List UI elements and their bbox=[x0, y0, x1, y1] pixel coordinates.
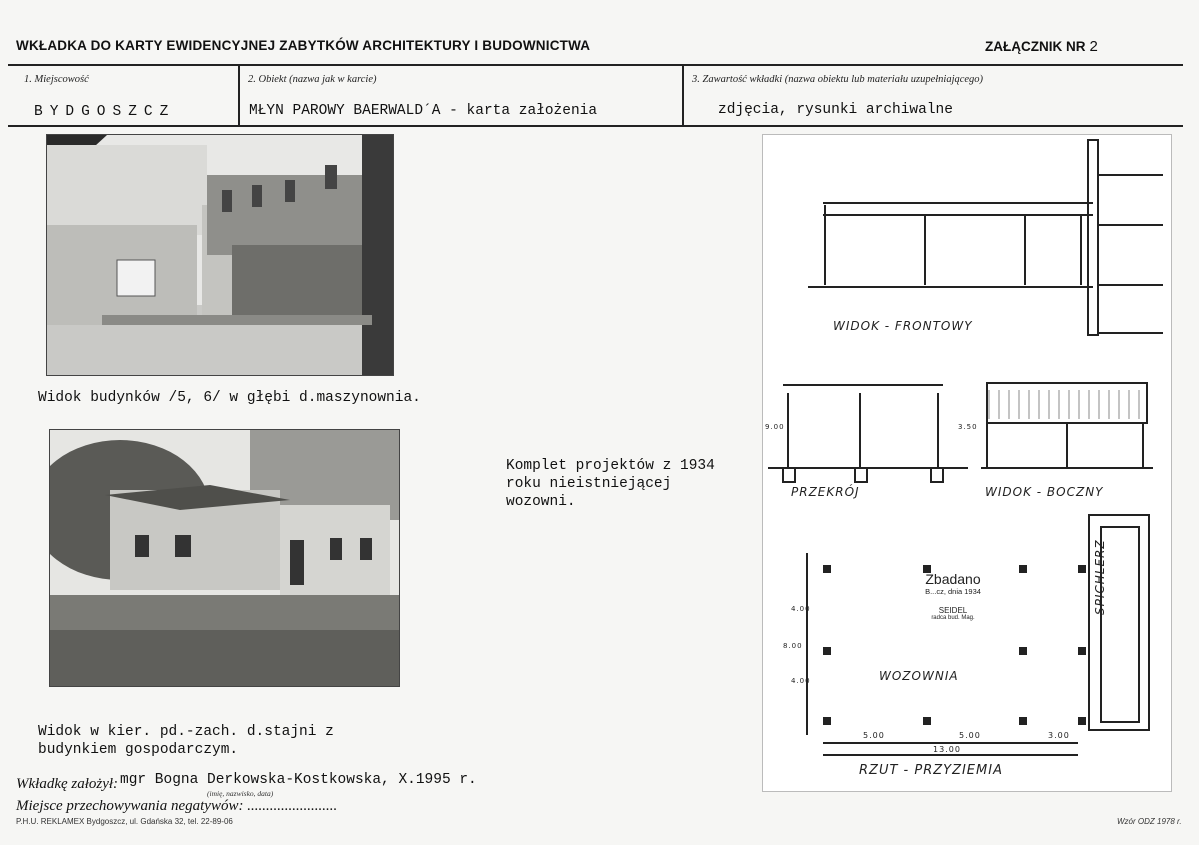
photo-courtyard-image bbox=[47, 135, 393, 375]
negatives-location: Miejsce przechowywania negatywów: ........................ bbox=[16, 798, 338, 814]
stamp-date: B...cz, dnia 1934 bbox=[925, 587, 981, 596]
dim-13-00: 13.00 bbox=[933, 745, 961, 754]
attachment-label: ZAŁĄCZNIK NR bbox=[985, 39, 1086, 54]
label-granary: SPICHLERZ bbox=[1093, 539, 1107, 615]
projects-note-line1: Komplet projektów z 1934 bbox=[506, 458, 715, 474]
projects-note-line2: roku nieistniejącej bbox=[506, 476, 672, 492]
photo2-caption-line1: Widok w kier. pd.-zach. d.stajni z bbox=[38, 724, 334, 740]
dim-3-50: 3.50 bbox=[958, 423, 978, 431]
dim-5-00-b: 5.00 bbox=[959, 731, 981, 740]
form-version: Wzór ODZ 1978 r. bbox=[1117, 817, 1182, 826]
dim-4-00-a: 4.00 bbox=[791, 605, 811, 613]
contents-value: zdjęcia, rysunki archiwalne bbox=[718, 102, 953, 118]
prepared-by-value: mgr Bogna Derkowska-Kostkowska, X.1995 r. bbox=[120, 772, 477, 788]
label-carriage-house: WOZOWNIA bbox=[879, 669, 959, 683]
photo-courtyard-buildings bbox=[46, 134, 394, 376]
header-rule-bottom bbox=[8, 125, 1183, 127]
attachment-number bbox=[985, 38, 1098, 55]
dim-3-00: 3.00 bbox=[1048, 731, 1070, 740]
stamp-name: SEIDEL bbox=[938, 606, 968, 615]
contents-label: 3. Zawartość wkładki (nazwa obiektu lub materiału uzupełniającego) bbox=[692, 74, 984, 85]
attachment-value: 2 bbox=[1089, 38, 1098, 55]
approval-stamp bbox=[883, 571, 1023, 621]
drawing-lines bbox=[763, 135, 1171, 791]
field-divider-1 bbox=[238, 64, 240, 126]
photo-stable-image bbox=[50, 430, 399, 686]
dim-4-00-b: 4.00 bbox=[791, 677, 811, 685]
photo1-caption: Widok budynków /5, 6/ w głębi d.maszynownia. bbox=[38, 390, 421, 406]
label-side-view: WIDOK - BOCZNY bbox=[985, 485, 1104, 499]
printer-info: P.H.U. REKLAMEX Bydgoszcz, ul. Gdańska 32, tel. 22-89-06 bbox=[16, 817, 233, 826]
stamp-title: Zbadano bbox=[925, 571, 981, 587]
photo-stable-view bbox=[49, 429, 400, 687]
prepared-by-hint: (imię, nazwisko, data) bbox=[207, 789, 274, 798]
label-front-view: WIDOK - FRONTOWY bbox=[833, 319, 973, 333]
locality-label: 1. Miejscowość bbox=[24, 74, 89, 85]
label-ground-plan: RZUT - PRZYZIEMIA bbox=[859, 763, 1003, 778]
archival-drawing bbox=[762, 134, 1172, 792]
prepared-by-label: Wkładkę założył: bbox=[16, 776, 119, 792]
dim-8-00: 8.00 bbox=[783, 642, 803, 650]
projects-note-line3: wozowni. bbox=[506, 494, 576, 510]
field-divider-2 bbox=[682, 64, 684, 126]
object-label: 2. Obiekt (nazwa jak w karcie) bbox=[248, 74, 377, 85]
header-rule-top bbox=[8, 64, 1183, 66]
photo2-caption bbox=[38, 723, 334, 759]
form-title: WKŁADKA DO KARTY EWIDENCYJNEJ ZABYTKÓW ARCHITEKTURY I BUDOWNICTWA bbox=[16, 38, 591, 53]
stamp-role: radca bud. Mag. bbox=[931, 615, 975, 621]
projects-note bbox=[506, 457, 715, 511]
locality-value: BYDGOSZCZ bbox=[34, 104, 176, 120]
dim-5-00-a: 5.00 bbox=[863, 731, 885, 740]
dim-9-00: 9.00 bbox=[765, 423, 785, 431]
photo2-caption-line2: budynkiem gospodarczym. bbox=[38, 742, 239, 758]
label-section: PRZEKRÓJ bbox=[791, 485, 860, 499]
object-value: MŁYN PAROWY BAERWALD´A - karta założenia bbox=[249, 103, 598, 119]
